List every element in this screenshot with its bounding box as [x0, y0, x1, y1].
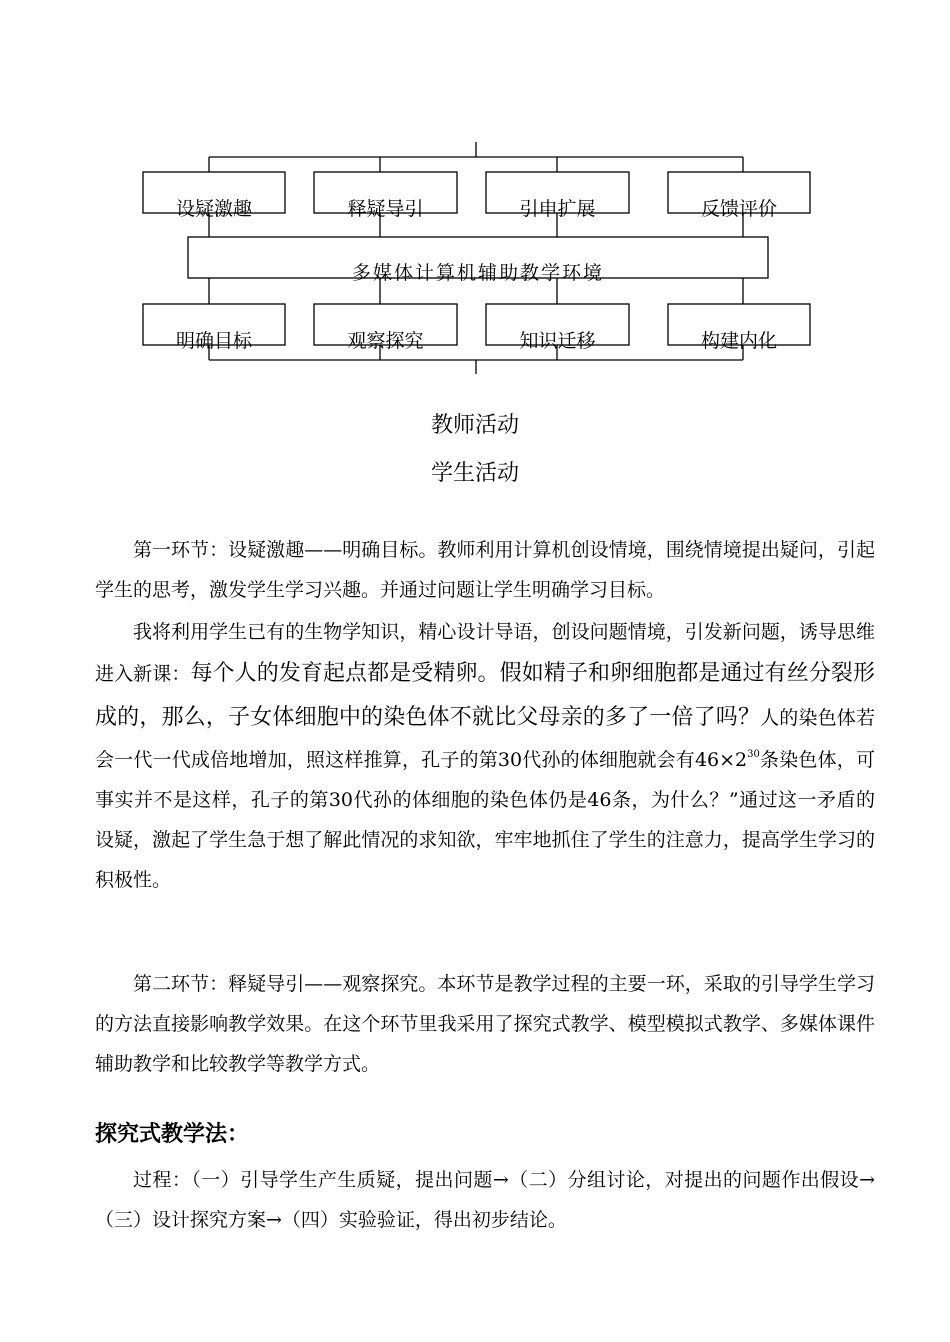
- paragraph-lead-in: [95, 612, 875, 900]
- top-box-label: 设疑激趣: [175, 198, 252, 220]
- center-box-label: 多媒体计算机辅助教学环境: [351, 262, 604, 284]
- caption-teacher: 教师活动: [430, 413, 519, 438]
- paragraph-step-one: 第一环节：设疑激趣——明确目标。教师利用计算机创设情境，围绕情境提出疑问，引起学生的思考，激发学生学习兴趣。并通过问题让学生明确学习目标。: [95, 539, 875, 601]
- para-text: 人的染色体若会一代一代成倍地增加，照这样推算，孔子的第30代孙的体细胞就会有46×2: [95, 707, 875, 771]
- caption-student: 学生活动: [430, 461, 519, 486]
- para-text-large: 每个人的发育起点都是受精卵。假如精子和卵细胞都是通过有丝分裂形成的，那么，子女体细胞中的染色体不就比父母亲的多了一倍了吗？: [95, 661, 875, 730]
- section-heading: 探究式教学法：: [95, 1122, 250, 1147]
- paragraph-step-two: 第二环节：释疑导引——观察探究。本环节是教学过程的主要一环，采取的引导学生学习的方法直接影响教学效果。在这个环节里我采用了探究式教学、模型模拟式教学、多媒体课件辅助教学和比较教学等教学方式。: [95, 973, 875, 1075]
- bottom-box-label: 构建内化: [700, 330, 777, 352]
- teaching-flow-diagram: [0, 0, 950, 380]
- top-box-label: 引申扩展: [519, 198, 596, 220]
- paragraph-process: 过程：（一）引导学生产生质疑，提出问题→（二）分组讨论，对提出的问题作出假设→（三）设计探究方案→（四）实验验证，得出初步结论。: [95, 1169, 875, 1231]
- bottom-box-label: 知识迁移: [519, 330, 596, 352]
- para-text: 条染色体，可事实并不是这样，孔子的第30代孙的体细胞的染色体仍是46条，为什么？”通过这一矛盾的设疑，激起了学生急于想了解此情况的求知欲，牢牢地抓住了学生的注意力，提高学生学习的积极性。: [95, 749, 875, 891]
- bottom-box-label: 观察探究: [347, 330, 424, 352]
- exponent: 30: [747, 749, 760, 760]
- para-text: 我将利用学生已有的生物学知识，精心设计导语，创设问题情境，引发新问题，诱导思维进入新课：: [95, 621, 875, 685]
- top-box-label: 释疑导引: [347, 198, 424, 220]
- bottom-box-label: 明确目标: [175, 330, 252, 352]
- top-box-label: 反馈评价: [700, 198, 777, 220]
